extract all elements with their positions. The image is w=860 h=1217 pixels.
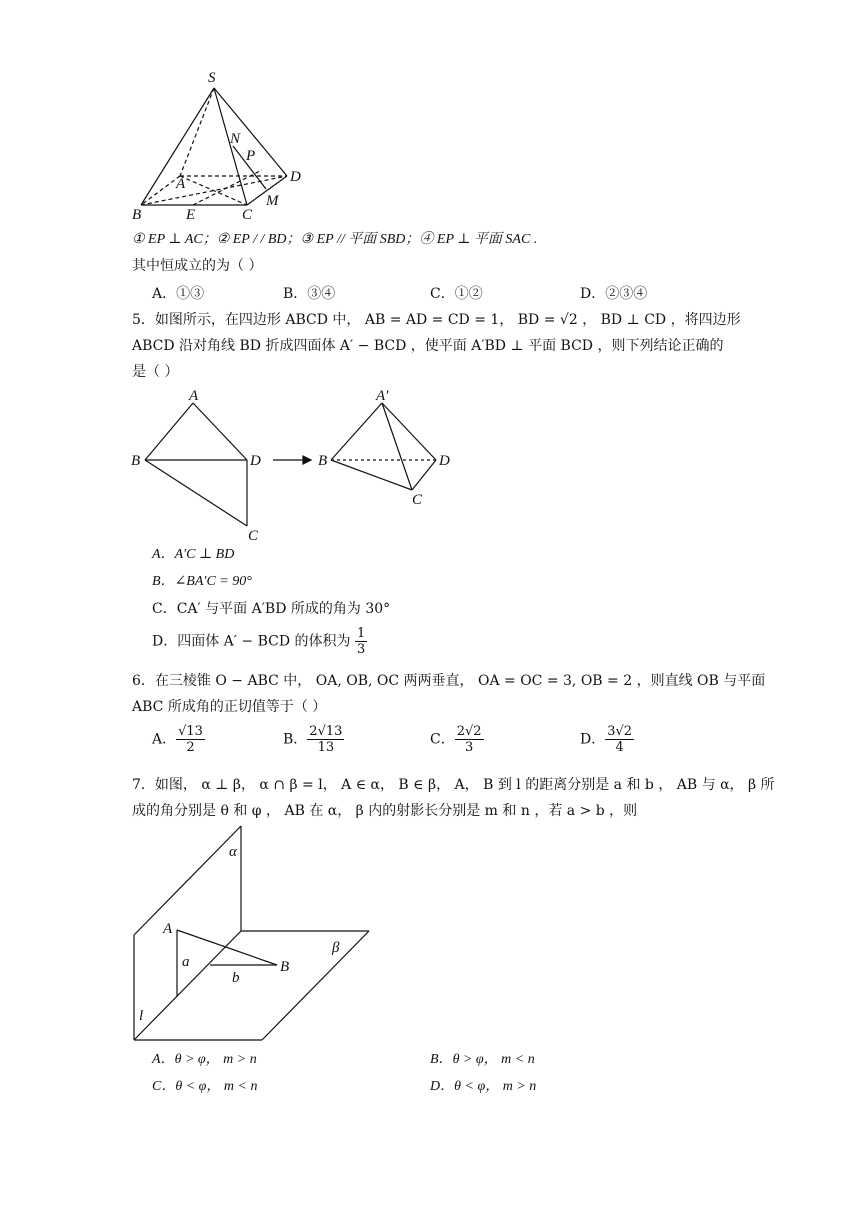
q5-line3: 是（ ） — [132, 364, 179, 380]
q4-option-b[interactable]: B．③④ — [283, 286, 336, 302]
fold-figure — [0, 380, 860, 544]
label-a-distance: a — [182, 954, 190, 970]
pyramid-figure — [0, 0, 860, 230]
q6-option-a[interactable]: A． $\frac{√13}{2}$ — [152, 724, 203, 755]
label-D: D — [290, 169, 301, 185]
q7-option-b[interactable]: B．θ > φ， m < n — [430, 1052, 535, 1067]
label-P: P — [246, 148, 256, 164]
q4-prompt: 其中恒成立的为（ ） — [132, 258, 263, 274]
label-A: A — [176, 176, 186, 192]
label-l-line: l — [139, 1008, 144, 1024]
label-b-distance: b — [232, 970, 240, 986]
q7-line2: 成的角分别是 θ 和 φ ， AB 在 α， β 内的射影长分别是 m 和 n ，若 a > b ，则 — [132, 803, 638, 819]
q6-line2: ABC 所成角的正切值等于（ ） — [132, 699, 327, 715]
q7-option-c[interactable]: C．θ < φ， m < n — [152, 1079, 258, 1094]
dihedral-planes-figure — [0, 820, 860, 1050]
q7-line1: 7．如图， α ⊥ β， α ∩ β = l， A ∈ α， B ∈ β， A， B 到 l 的距离分别是 a 和 b ， AB 与 α， β 所 — [132, 777, 775, 793]
fold-left-label-B: B — [131, 453, 141, 469]
label-A-point: A — [163, 921, 173, 937]
fold-left-label-C: C — [248, 528, 259, 544]
label-alpha: α — [229, 844, 237, 860]
q6-line1: 6．在三棱锥 O − ABC 中， OA, OB, OC 两两垂直， OA = OC = 3, OB = 2 ，则直线 OB 与平面 — [132, 673, 766, 689]
fold-right-label-D: D — [439, 453, 450, 469]
q7-option-a[interactable]: A．θ > φ， m > n — [152, 1052, 257, 1067]
q7-option-d[interactable]: D．θ < φ， m > n — [430, 1079, 537, 1094]
label-E: E — [186, 207, 196, 223]
q6-option-b[interactable]: B． $\frac{2√13}{13}$ — [283, 724, 343, 755]
q5-option-d[interactable]: D．四面体 A′ − BCD 的体积为 $\frac{1}{3}$ — [152, 626, 366, 657]
label-B-point: B — [280, 959, 290, 975]
q5-line2: ABCD 沿对角线 BD 折成四面体 A′ − BCD ，使平面 A′BD ⊥ 平面 BCD ，则下列结论正确的 — [132, 338, 724, 354]
q5-option-a[interactable]: A．A′C ⊥ BD — [152, 547, 235, 562]
q4-statements: ① EP ⊥ AC；② EP / / BD；③ EP // 平面 SBD；④ EP ⊥ 平面 SAC . — [132, 232, 538, 247]
label-N: N — [230, 131, 241, 147]
fold-right-label-C: C — [412, 492, 423, 508]
label-beta: β — [332, 940, 340, 956]
q6-option-d[interactable]: D． $\frac{3√2}{4}$ — [580, 724, 633, 755]
label-S: S — [208, 70, 216, 86]
label-M: M — [266, 193, 279, 209]
label-C: C — [242, 207, 253, 223]
q4-option-d[interactable]: D．②③④ — [580, 286, 648, 302]
q5-option-c[interactable]: C．CA′ 与平面 A′BD 所成的角为 30° — [152, 601, 391, 617]
q4-option-c[interactable]: C．①② — [430, 286, 483, 302]
fold-right-label-B: B — [318, 453, 328, 469]
q5-line1: 5．如图所示，在四边形 ABCD 中， AB = AD = CD = 1， BD = √2 ， BD ⊥ CD ，将四边形 — [132, 312, 741, 328]
q5-option-b[interactable]: B．∠BA′C = 90° — [152, 574, 252, 589]
fold-right-label-A: A′ — [376, 388, 389, 404]
fold-left-label-D: D — [250, 453, 261, 469]
q6-option-c[interactable]: C． $\frac{2√2}{3}$ — [430, 724, 482, 755]
fold-left-label-A: A — [189, 388, 199, 404]
q4-option-a[interactable]: A．①③ — [152, 286, 205, 302]
label-B: B — [132, 207, 142, 223]
